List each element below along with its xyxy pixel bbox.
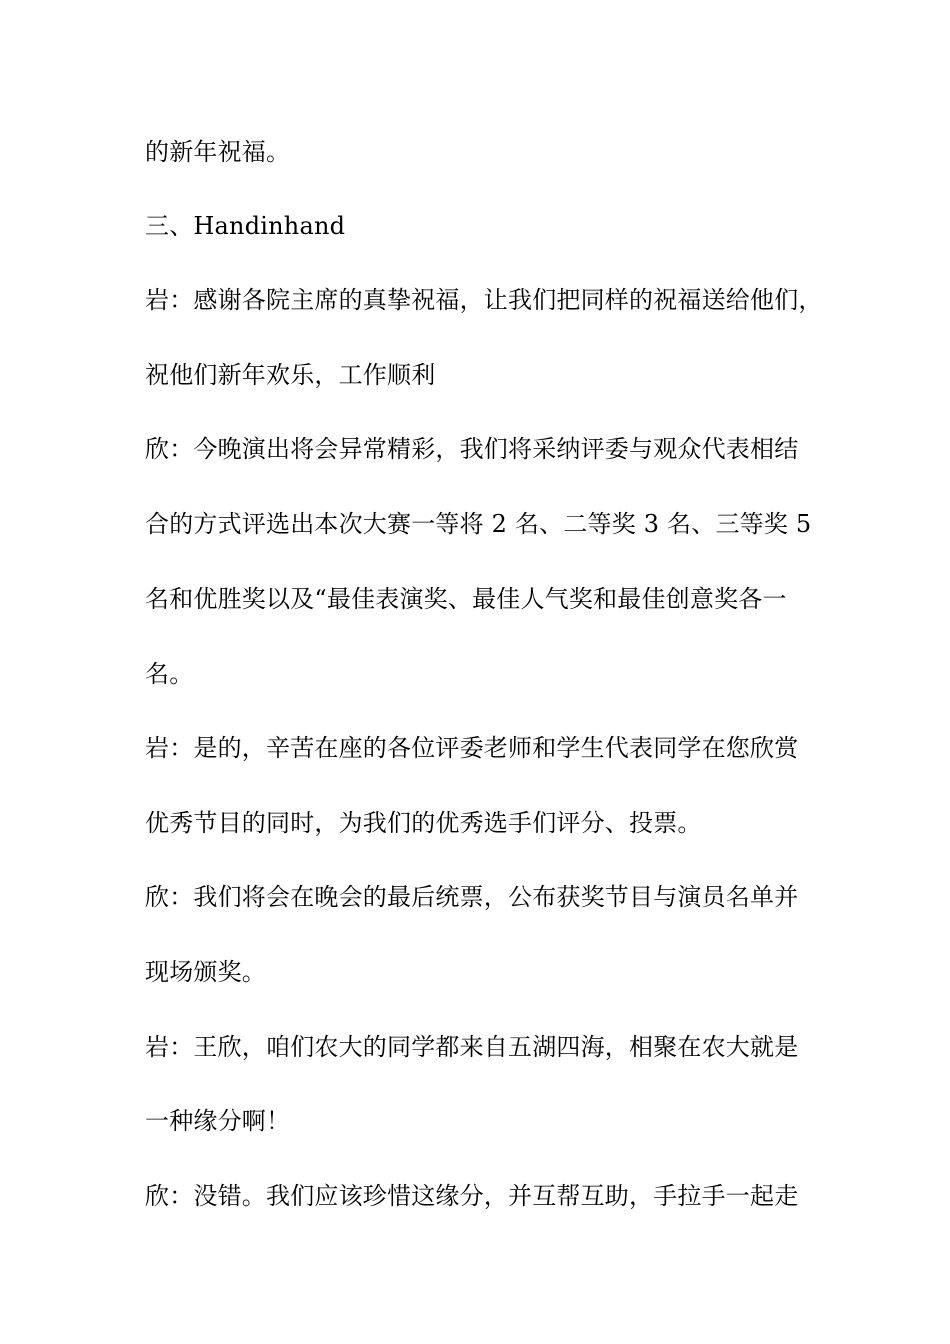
text-line-12: 现场颁奖。	[145, 958, 266, 986]
text-line-7: 名和优胜奖以及“最佳表演奖、最佳人气奖和最佳创意奖各一	[145, 585, 787, 613]
text-line-3: 岩：感谢各院主席的真挚祝福，让我们把同样的祝福送给他们，	[145, 286, 823, 314]
text-line-11: 欣：我们将会在晚会的最后统票，公布获奖节目与演员名单并	[145, 883, 799, 911]
text-line-4: 祝他们新年欢乐，工作顺利	[145, 361, 436, 389]
text-line-6: 合的方式评选出本次大赛一等将 2 名、二等奖 3 名、三等奖 5	[145, 510, 812, 538]
text-line-13: 岩：王欣，咱们农大的同学都来自五湖四海，相聚在农大就是	[145, 1033, 799, 1061]
text-line-1: 的新年祝福。	[145, 138, 291, 166]
text-line-8: 名。	[145, 660, 194, 688]
text-line-15: 欣：没错。我们应该珍惜这缘分，并互帮互助，手拉手一起走	[145, 1182, 799, 1210]
text-line-5: 欣：今晚演出将会异常精彩，我们将采纳评委与观众代表相结	[145, 435, 799, 463]
section-heading: 三、Handinhand	[145, 212, 346, 240]
text-line-9: 岩：是的，辛苦在座的各位评委老师和学生代表同学在您欣赏	[145, 734, 799, 762]
text-line-10: 优秀节目的同时，为我们的优秀选手们评分、投票。	[145, 809, 702, 837]
text-line-14: 一种缘分啊！	[145, 1107, 291, 1135]
